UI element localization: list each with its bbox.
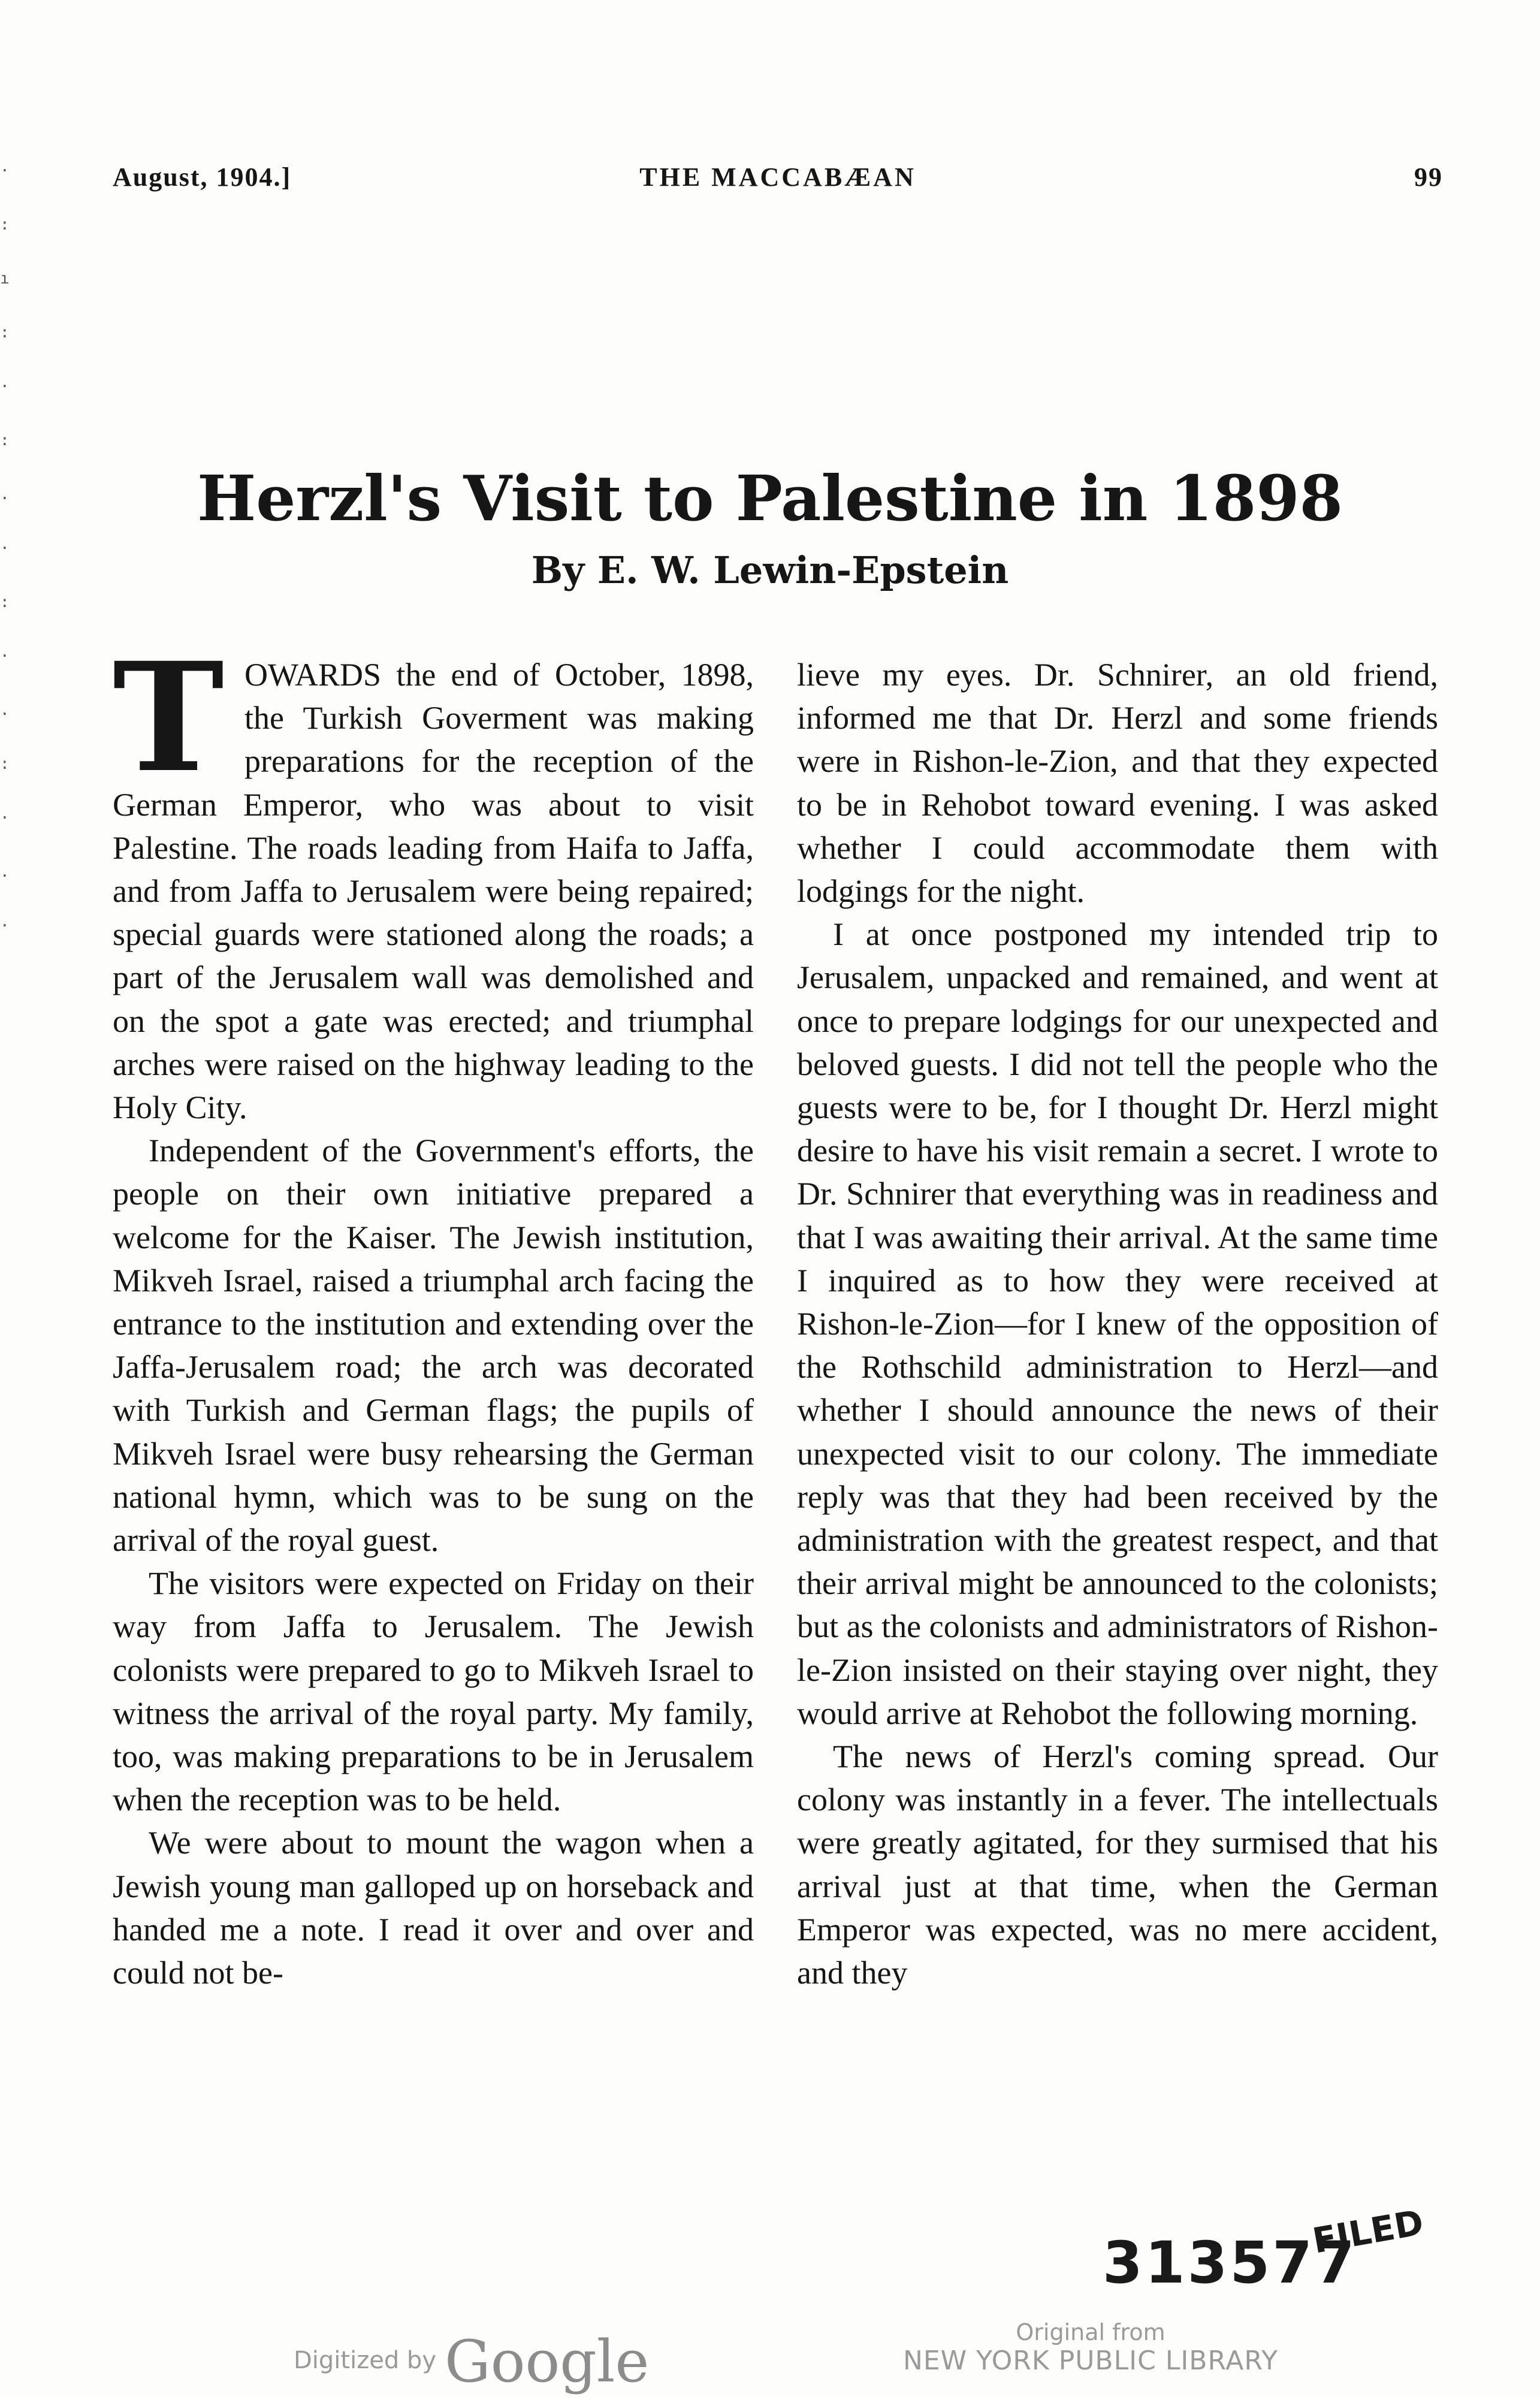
header-publication: THE MACCABÆAN <box>639 162 916 192</box>
page-number: 99 <box>1414 162 1443 192</box>
margin-scan-marks: · : ı : · : . · : · . : · . · <box>0 162 10 935</box>
left-column <box>113 629 754 1994</box>
paragraph <box>113 629 754 1129</box>
library-stamp-number: 313577 <box>1103 2229 1357 2296</box>
header-date: August, 1904.] <box>113 162 292 192</box>
library-stamp-filed: FILED <box>1309 2202 1427 2262</box>
article-byline: By E. W. Lewin-Epstein <box>531 548 1009 592</box>
google-logo: Google <box>445 2328 650 2395</box>
article-title: Herzl's Visit to Palestine in 1898 <box>197 461 1343 535</box>
paragraph: Independent of the Government's efforts, the people on their own initiative prepared a welcome for the Kaiser. The Jewish institution, Mikveh Israel, raised a triumphal arch facing the entrance to the institution and extending over the Jaffa-Jerusalem road; the arch was decorated with Turkish and German flags; the pupils of Mikveh Israel were busy rehearsing the German national hymn, which was to be sung on the arrival of the royal guest. <box>113 1133 754 1559</box>
paragraph: We were about to mount the wagon when a Jewish young man galloped up on horseback and handed me a note. I read it over and over and could not be- <box>113 1825 754 1991</box>
paragraph: lieve my eyes. Dr. Schnirer, an old friend, informed me that Dr. Herzl and some friends were in Rishon-le-Zion, and that they expected to be in Rehobot toward evening. I was asked whether I could accommodate them with lodgings for the night. <box>797 657 1438 910</box>
library-name: NEW YORK PUBLIC LIBRARY <box>902 2345 1279 2376</box>
source-library-watermark <box>899 2319 1282 2376</box>
paragraph: I at once postponed my intended trip to Jerusalem, unpacked and remained, and went at once to prepare lodgings for our unexpected and beloved guests. I did not tell the people who the guests were to be, for I thought Dr. Herzl might desire to have his visit remain a secret. I wrote to Dr. Schnirer that everything was in readiness and that I was awaiting their arrival. At the same time I inquired as to how they were received at Rishon-le-Zion—for I knew of the opposition of the Rothschild administration to Herzl—and whether I should announce the news of their unexpected visit to our colony. The immediate reply was that they had been received by the administration with the greatest respect, and that their arrival might be announced to the colonists; but as the colonists and administrators of Rishon-le-Zion insisted on their staying over night, they would arrive at Rehobot the following morning. <box>797 916 1438 1731</box>
running-head <box>113 162 1443 198</box>
paragraph: The visitors were expected on Friday on their way from Jaffa to Jerusalem. The Jewish colonists were prepared to go to Mikveh Israel to witness the arrival of the royal party. My family, too, was making preparations to be in Jerusalem when the reception was to be held. <box>113 1565 754 1818</box>
drop-cap: T <box>113 629 225 805</box>
right-column <box>797 653 1438 1994</box>
paragraph-text: OWARDS the end of October, 1898, the Turkish Goverment was making preparations for the reception of the German Emperor, who was about to visit Palestine. The roads leading from Haifa to Jaffa, and from Jaffa to Jerusalem were being repaired; special guards were stationed along the roads; a part of the Jerusalem wall was demolished and on the spot a gate was erected; and triumphal arches were raised on the highway leading to the Holy City. <box>113 657 754 1126</box>
paragraph: The news of Herzl's coming spread. Our colony was instantly in a fever. The intellectuals were greatly agitated, for they surmised that his arrival just at that time, when the German Emperor was expected, was no mere accident, and they <box>797 1738 1438 1991</box>
digitized-by-label: Digitized by <box>294 2347 436 2374</box>
digitized-by-watermark <box>294 2328 649 2395</box>
original-from-label: Original from <box>1016 2319 1165 2345</box>
